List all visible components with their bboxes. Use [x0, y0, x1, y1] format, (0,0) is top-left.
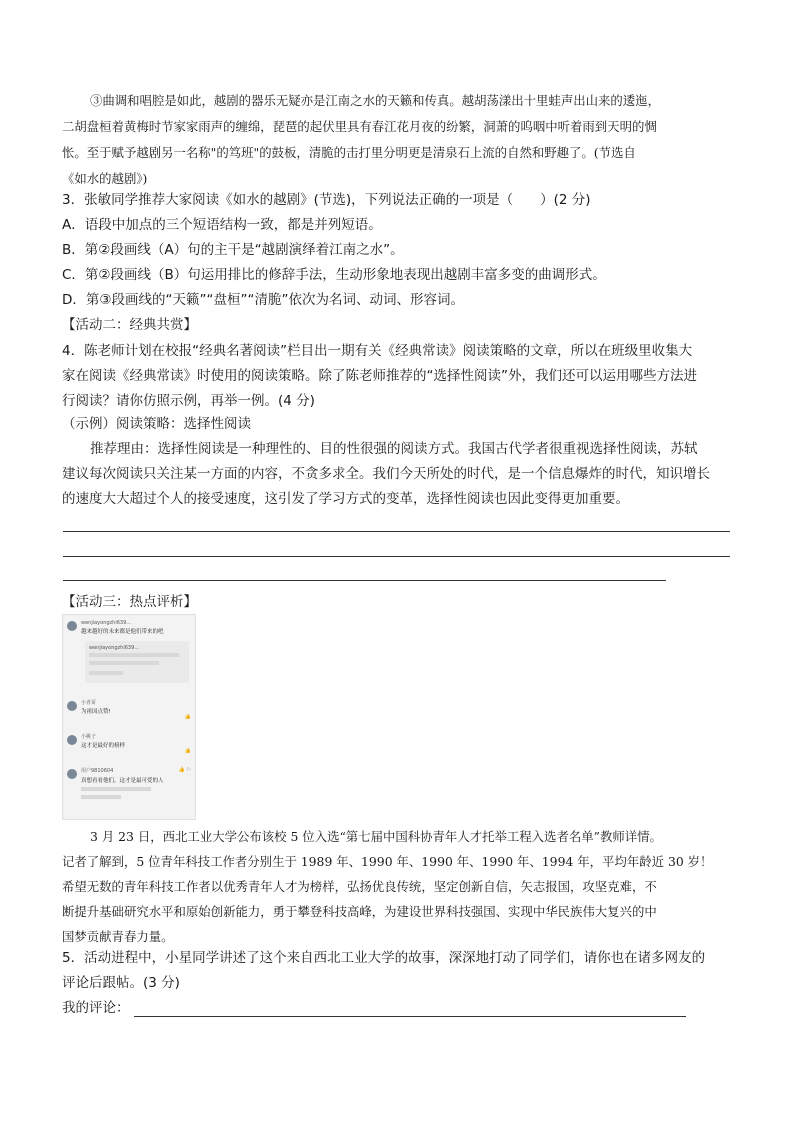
- like-icon[interactable]: 👍: [184, 714, 191, 720]
- answer-label: 我的评论：: [62, 1000, 130, 1016]
- comment-answer-line[interactable]: [134, 1016, 686, 1017]
- comments-screenshot: [62, 614, 196, 820]
- question-3-stem: 3．张敏同学推荐大家阅读《如水的越剧》(节选)，下列说法正确的一项是（ ）(2 分): [62, 192, 591, 208]
- avatar: [67, 735, 77, 745]
- passage-line-2: 二胡盘桓着黄梅时节家家雨声的缠绵，琵琶的起伏里具有春江花月夜的纷繁，洞萧的呜咽中听着雨到天明的惆: [62, 119, 657, 134]
- answer-line-1[interactable]: [63, 531, 730, 532]
- question-3-option-b: B．第②段画线（A）句的主干是“越剧演绎着江南之水”。: [62, 242, 404, 258]
- reply-text-bar: [89, 671, 123, 675]
- question-4-line-3: 行阅读？请你仿照示例，再举一例。(4 分): [62, 393, 315, 409]
- activity-2-heading: 【活动二：经典共赏】: [62, 317, 197, 333]
- passage-line-1: ③曲调和唱腔是如此，越剧的器乐无疑亦是江南之水的天籁和传真。越胡荡漾出十里蛙声出山来的逶迤，: [90, 93, 660, 108]
- answer-line-2[interactable]: [63, 556, 730, 557]
- question-3-option-a: A．语段中加点的三个短语结构一致，都是并列短语。: [62, 217, 382, 233]
- question-4-example: （示例）阅读策略：选择性阅读: [62, 416, 251, 432]
- reply-thread: [85, 641, 189, 683]
- activity-3-heading: 【活动三：热点评析】: [62, 594, 197, 610]
- comment-text-bar: [81, 787, 151, 791]
- question-4-line-1: 4．陈老师计划在校报“经典名著阅读”栏目出一期有关《经典常读》阅读策略的文章，所以在班级里收集大: [62, 343, 693, 359]
- question-3-option-d: D．第③段画线的“天籁”“盘桓”“清脆”依次为名词、动词、形容词。: [62, 292, 464, 308]
- avatar: [67, 701, 77, 711]
- question-4-reason-line-3: 的速度大大超过个人的接受速度，这引发了学习方式的变革，选择性阅读也因此变得更加重要。: [62, 491, 629, 507]
- question-4-line-2: 家在阅读《经典常读》时使用的阅读策略。除了陈老师推荐的“选择性阅读”外，我们还可以运用哪些方法进: [62, 368, 697, 384]
- passage-line-4: 《如水的越剧》): [62, 171, 148, 186]
- news-line-2: 记者了解到，5 位青年科技工作者分别生于 1989 年、1990 年、1990 年、1990 年、1994 年，平均年龄近 30 岁！: [62, 854, 713, 869]
- comment-text: 这才是最好的榜样: [81, 743, 126, 749]
- comment-text: 为祖国点赞!: [81, 709, 111, 715]
- comment-user: 小青哥: [81, 700, 97, 706]
- comment-text: 真想看看他们，这才是最可爱的人: [81, 778, 164, 784]
- like-icon[interactable]: 👍 ⚐: [178, 767, 191, 773]
- news-line-4: 断提升基础研究水平和原始创新能力，勇于攀登科技高峰，为建设世界科技强国、实现中华民族伟大复兴的中: [62, 904, 657, 919]
- comment-user: 用户9810604: [81, 768, 114, 774]
- news-line-5: 国梦贡献青春力量。: [62, 929, 174, 944]
- comment-text-bar: [81, 795, 121, 799]
- reply-user: wenjiayongzhi639…: [89, 645, 140, 651]
- news-line-3: 希望无数的青年科技工作者以优秀青年人才为榜样，弘扬优良传统，坚定创新自信，矢志报国，攻坚克难，不: [62, 879, 657, 894]
- like-icon[interactable]: 👍: [184, 748, 191, 754]
- answer-line-3[interactable]: [63, 580, 666, 581]
- question-5-line-1: 5．活动进程中，小星同学讲述了这个来自西北工业大学的故事，深深地打动了同学们，请你也在诸多网友的: [62, 950, 706, 966]
- avatar: [67, 621, 77, 631]
- question-5-line-2: 评论后跟帖。(3 分): [62, 975, 180, 991]
- avatar: [67, 769, 77, 779]
- comment-user: 小桃子: [81, 734, 97, 740]
- news-line-1: 3 月 23 日，西北工业大学公布该校 5 位入选“第七届中国科协青年人才托举工程入选者名单”教师详情。: [90, 829, 662, 844]
- question-4-reason-line-1: 推荐理由：选择性阅读是一种理性的、目的性很强的阅读方式。我国古代学者很重视选择性阅读，苏轼: [90, 441, 698, 457]
- comment-user: wenjiayongzhi639…: [81, 620, 132, 626]
- passage-line-3: 怅。至于赋予越剧另一名称"的笃班"的鼓板，清脆的击打里分明更是清泉石上流的自然和野趣了。(节选自: [62, 145, 636, 160]
- comment-text: 越来越好的未来都是他们带来的吧: [81, 629, 164, 635]
- question-3-option-c: C．第②段画线（B）句运用排比的修辞手法，生动形象地表现出越剧丰富多变的曲调形式。: [62, 267, 606, 283]
- question-4-reason-line-2: 建议每次阅读只关注某一方面的内容，不贪多求全。我们今天所处的时代，是一个信息爆炸的时代，知识增长: [62, 466, 710, 482]
- reply-text-bar: [89, 661, 159, 665]
- reply-text-bar: [89, 653, 179, 657]
